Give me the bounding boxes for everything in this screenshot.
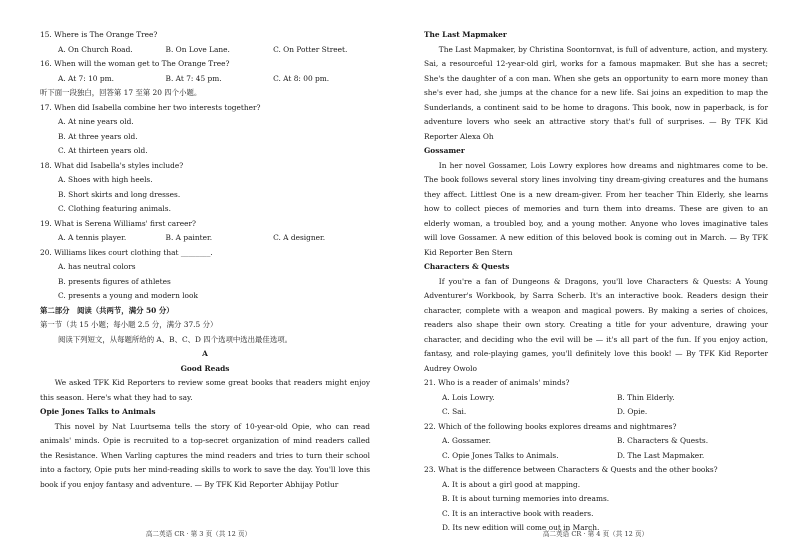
option[interactable]: C. Opie Jones Talks to Animals.	[442, 450, 559, 460]
option[interactable]: C. On Potter Street.	[273, 44, 348, 54]
section-1-instruction: 阅读下列短文，从每题所给的 A、B、C、D 四个选项中选出最佳选项。	[58, 334, 292, 344]
option[interactable]: C. At 8: 00 pm.	[273, 73, 330, 83]
option[interactable]: C. A designer.	[273, 233, 326, 242]
book-3-review: In her novel Gossamer, Lois Lowry explores how dreams and nightmares come to be. The book follows several story lines involving tiny dream-giving creatures and the humans they affect. Littlest One is a new dream-giver. From her teacher Thin Elderly, she learns how to collect pieces of memories and turn them into dreams. These are given to an elderly woman, a troubled boy, and a young mother. Anyone who loves imaginative tales will love Gossamer. A new edition of this beloved book is coming out in March. — By TFK Kid Reporter Ben Stern	[424, 160, 768, 257]
question-15-options	[40, 43, 370, 58]
book-4-title: Characters & Quests	[424, 262, 510, 271]
question-16-stem: 16. When will the woman get to The Orange Tree?	[40, 59, 230, 68]
option[interactable]: A. At 7: 10 pm.	[58, 73, 114, 83]
option[interactable]: B. presents figures of athletes	[58, 276, 171, 286]
passage-letter: A	[202, 349, 208, 358]
question-21-options-ab	[424, 391, 768, 406]
option[interactable]: B. It is about turning memories into dreams.	[442, 494, 610, 503]
question-17-stem: 17. When did Isabella combine her two interests together?	[40, 102, 261, 112]
passage-intro: We asked TFK Kid Reporters to review some great books that readers might enjoy this season. Here's what they had to say.	[40, 378, 370, 402]
part-2-title: 第二部分 阅读（共两节，满分 50 分）	[40, 305, 174, 315]
option[interactable]: C. It is an interactive book with readers.	[442, 508, 594, 518]
option[interactable]: B. Thin Elderly.	[617, 392, 675, 402]
option[interactable]: D. The Last Mapmaker.	[617, 450, 705, 460]
question-21-options-cd	[424, 405, 768, 420]
option[interactable]: A. has neutral colors	[58, 262, 136, 271]
option[interactable]: B. At 7: 45 pm.	[165, 73, 222, 83]
option[interactable]: B. A painter.	[165, 233, 213, 242]
right-page	[397, 0, 794, 546]
option[interactable]: A. At nine years old.	[58, 117, 134, 126]
question-18-stem: 18. What did Isabella's styles include?	[40, 160, 184, 170]
option[interactable]: D. Its new edition will come out in March.	[442, 523, 600, 532]
option[interactable]: A. Gossamer.	[442, 436, 491, 445]
book-1-review: This novel by Nat Luurtsema tells the story of 10-year-old Opie, who can read animals' minds. Opie is recruited to a top-secret organization of mind readers called the Resistance. When Varling captures the mind readers and tries to turn their school into a factory, Opie puts her mind-reading skills to work to save the day. You'll love this book if you enjoy fantasy and adventure. — By TFK Kid Reporter Abhijay Potlur	[40, 421, 370, 489]
option[interactable]: C. At thirteen years old.	[58, 146, 148, 155]
option[interactable]: B. At three years old.	[58, 131, 138, 141]
option[interactable]: C. Clothing featuring animals.	[58, 204, 171, 213]
question-23-stem: 23. What is the difference between Characters & Quests and the other books?	[424, 465, 718, 474]
listening-instruction: 听下面一段独白，回答第 17 至第 20 四个小题。	[40, 88, 202, 97]
book-1-title: Opie Jones Talks to Animals	[40, 407, 156, 416]
option[interactable]: A. Shoes with high heels.	[58, 175, 153, 184]
passage-title: Good Reads	[180, 363, 230, 373]
book-2-review: The Last Mapmaker, by Christina Soontornvat, is full of adventure, action, and mystery. Sai, a resourceful 12-year-old girl, works for a famous mapmaker. But she has a secret; She's the daughter of a con man. When she gets an opportunity to earn more money than she's ever had, she jumps at the chance for a new life. Sai joins an expedition to map the Sunderlands, a continent said to be home to dragons. This book, now in paperback, is for adventure lovers who seek an attractive story that's full of surprises. — By TFK Kid Reporter Alexa Oh	[424, 44, 768, 141]
question-19-options	[40, 231, 370, 246]
question-15-stem: 15. Where is The Orange Tree?	[40, 30, 158, 39]
book-2-title: The Last Mapmaker	[424, 30, 507, 39]
question-16-options	[40, 72, 370, 87]
page-footer: 高二英语 CR · 第 4 页（共 12 页）	[542, 530, 649, 538]
option[interactable]: C. Sai.	[442, 407, 467, 416]
question-19-stem: 19. What is Serena Williams' first career?	[40, 218, 196, 228]
section-1-title: 第一节（共 15 小题；每小题 2.5 分，满分 37.5 分）	[40, 320, 218, 329]
option[interactable]: A. On Church Road.	[58, 44, 133, 54]
right-column	[424, 28, 768, 536]
left-column	[40, 28, 370, 492]
book-3-title: Gossamer	[424, 146, 465, 155]
option[interactable]: C. presents a young and modern look	[58, 291, 198, 300]
book-4-review: If you're a fan of Dungeons & Dragons, you'll love Characters & Quests: A Young Adventurer's Workbook, by Sarra Scherb. It's an interactive book. Readers design their character, complete with a weapon and magical powers. By making a series of choices, readers also shape their own story. Creating a title for your adventure, drawing your character, and deciding who the evil will be — it's all part of the fun. If you enjoy action, fantasy, and role-playing games, you'll definitely love this book! — By TFK Kid Reporter Audrey Owolo	[424, 276, 768, 373]
option[interactable]: A. It is about a girl good at mapping.	[442, 479, 581, 489]
question-20-stem: 20. Williams likes court clothing that ________.	[40, 247, 213, 257]
question-21-stem: 21. Who is a reader of animals' minds?	[424, 378, 570, 387]
option[interactable]: D. Opie.	[617, 407, 648, 416]
option[interactable]: B. On Love Lane.	[165, 44, 230, 54]
page-footer: 高二英语 CR · 第 3 页（共 12 页）	[145, 530, 252, 538]
option[interactable]: B. Short skirts and long dresses.	[58, 189, 181, 199]
question-22-options-ab	[424, 434, 768, 449]
option[interactable]: A. Lois Lowry.	[442, 392, 495, 402]
option[interactable]: B. Characters & Quests.	[617, 436, 709, 445]
question-22-stem: 22. Which of the following books explores dreams and nightmares?	[424, 421, 677, 431]
question-22-options-cd	[424, 449, 768, 464]
option[interactable]: A. A tennis player.	[58, 233, 127, 242]
